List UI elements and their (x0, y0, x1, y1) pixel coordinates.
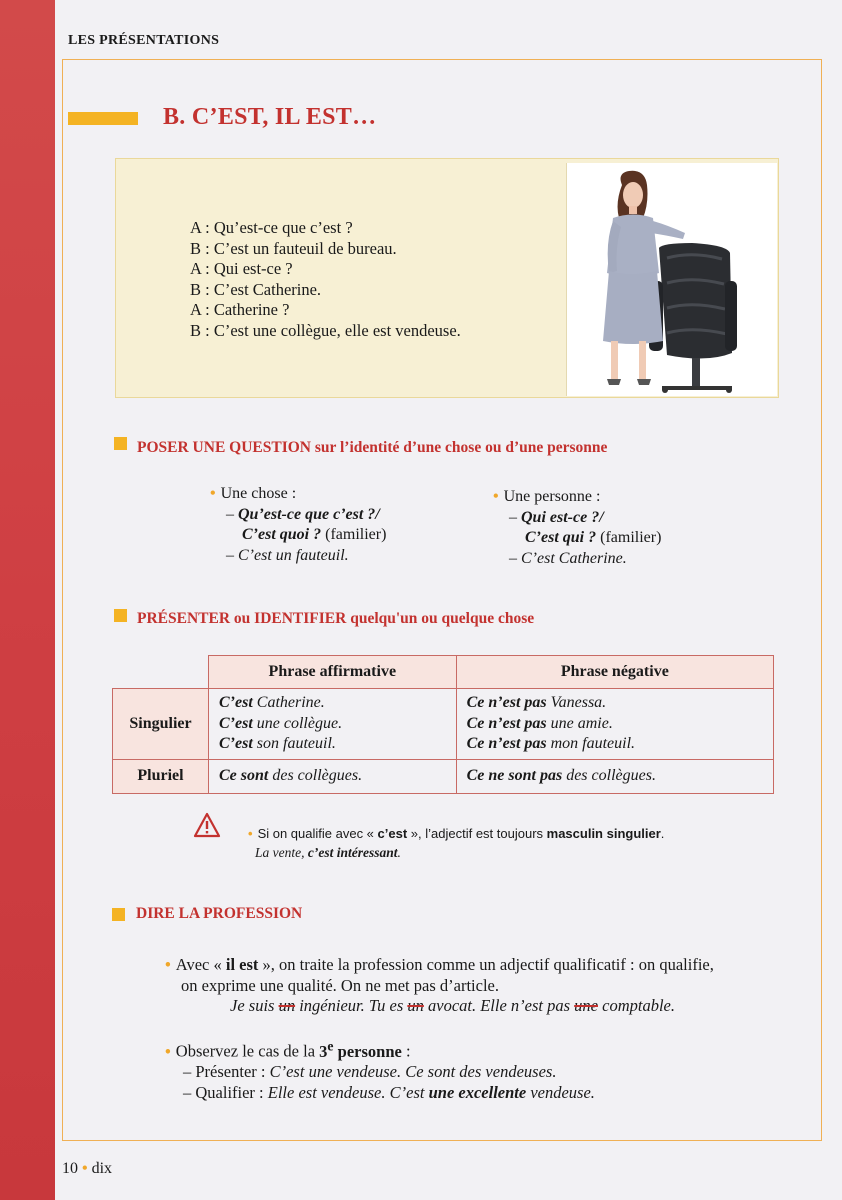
pluriel-negative-cell (456, 759, 773, 793)
section-marker-bar (68, 112, 138, 125)
heading-main-2: IDENTIFIER (254, 610, 347, 627)
page-number-word: dix (91, 1160, 113, 1177)
warning-bold: masculin singulier (546, 826, 661, 841)
struck-article: une (574, 996, 598, 1015)
familier-note: (familier) (321, 526, 387, 543)
superscript: e (327, 1038, 334, 1053)
bold-form: Ce n’est pas (466, 694, 547, 711)
heading-rest: sur l’identité d’une chose ou d’une personne (310, 439, 608, 456)
bold-form: Ce n’est pas (466, 714, 547, 732)
chose-question-1: Qu’est-ce que c’est ?/ (238, 505, 380, 523)
profession-example (165, 996, 714, 1017)
para-bold: 3 (319, 1041, 328, 1061)
pluriel-affirmative-cell (209, 759, 457, 793)
personne-question-2: C’est qui ? (525, 529, 597, 546)
row-header: Singulier (113, 689, 209, 760)
table-row (113, 759, 774, 793)
chose-answer: – C’est un fauteuil. (226, 546, 349, 564)
example-text: Elle est vendeuse. C’est (267, 1082, 429, 1102)
warning-text: Si on qualifie avec « (257, 826, 378, 841)
warning-text: », l’adjectif est toujours (407, 826, 547, 841)
para-text: », on traite la profession comme un adjectif qualificatif : on qualifie, (258, 955, 714, 974)
warning-example: . (397, 845, 401, 860)
example-text: comptable. (598, 996, 675, 1015)
bullet-icon: • (165, 955, 171, 974)
dialogue-line: B : C’est une collègue, elle est vendeuse. (190, 320, 461, 340)
para-bold: personne (333, 1041, 402, 1061)
para-text: on exprime une qualité. On ne met pas d’article. (181, 975, 499, 995)
para-text: – Présenter : (183, 1062, 270, 1081)
example-text: ingénieur. Tu es (295, 996, 408, 1015)
para-text: – Qualifier : (183, 1082, 268, 1102)
personne-answer: – C’est Catherine. (509, 549, 627, 567)
bold-form: Ce n’est pas (466, 735, 547, 752)
section-title: B. C’EST, IL EST… (163, 104, 377, 130)
woman-chair-illustration (567, 163, 777, 396)
example-text: son fauteuil. (252, 735, 336, 752)
chose-question-2: C’est quoi ? (242, 526, 322, 543)
bold-form: Ce sont (219, 766, 269, 784)
bullet-icon: • (210, 485, 216, 502)
warning-text: . (660, 826, 665, 841)
heading-profession: DIRE LA PROFESSION (136, 905, 303, 922)
column-header: Phrase négative (456, 656, 773, 689)
left-color-band (0, 0, 55, 1200)
heading-square (114, 437, 127, 450)
para-text: Observez le cas de la (175, 1041, 320, 1061)
para-bold: il est (225, 955, 259, 974)
warning-triangle-icon (193, 812, 221, 838)
warning-example: La vente, (255, 845, 308, 860)
dialogue (190, 218, 461, 341)
page-number-digits: 10 (62, 1160, 78, 1177)
example-text: une collègue. (252, 714, 343, 732)
heading-presenter (137, 610, 534, 628)
example-text: avocat. Elle n’est pas (423, 996, 575, 1015)
heading-rest: quelqu'un ou quelque chose (346, 610, 535, 627)
question-personne: • Une personne : – Qui est-ce ?/ C’est qui ? (familier) – C’est Catherine. (493, 488, 662, 567)
personne-label: Une personne : (503, 488, 601, 505)
bold-form: Ce ne sont pas (466, 766, 563, 784)
example-bold: une excellente (428, 1082, 527, 1102)
bold-form: C’est (219, 694, 253, 711)
struck-article: un (407, 996, 424, 1015)
para-text: Avec « (175, 955, 226, 974)
singulier-affirmative-cell (209, 689, 457, 760)
table-corner (113, 656, 209, 689)
bullet-icon: • (493, 488, 499, 505)
dialogue-line: B : C’est Catherine. (190, 279, 322, 299)
example-text: des collègues. (562, 766, 656, 784)
grammar-table (112, 655, 774, 794)
singulier-negative-cell (456, 689, 773, 760)
heading-main: POSER UNE QUESTION (137, 439, 311, 456)
example-text: vendeuse. (526, 1082, 595, 1102)
heading-square (112, 908, 125, 921)
table-row (113, 689, 774, 760)
heading-mid: ou (230, 610, 255, 627)
heading-square (114, 609, 127, 622)
example-text: Je suis (230, 996, 279, 1015)
bold-form: C’est (219, 735, 253, 752)
bullet-icon: • (165, 1041, 171, 1061)
familier-note: (familier) (596, 529, 662, 546)
profession-paragraph-2 (165, 1036, 595, 1103)
warning-note (248, 824, 664, 862)
bullet-icon: • (248, 826, 253, 841)
warning-bold: c’est (377, 826, 408, 841)
profession-paragraph-1 (165, 955, 714, 1017)
column-header: Phrase affirmative (209, 656, 457, 689)
row-header: Pluriel (113, 759, 209, 793)
bullet-icon: • (82, 1160, 88, 1177)
photo-woman-with-office-chair (566, 163, 776, 396)
para-text: : (401, 1041, 411, 1061)
dialogue-line: B : C’est un fauteuil de bureau. (190, 238, 397, 258)
heading-poser-question (137, 439, 607, 457)
page-number (62, 1160, 112, 1178)
example-text: une amie. (546, 714, 613, 732)
dialogue-line: A : Qui est-ce ? (190, 259, 293, 278)
warning-example-bold: c’est intéressant (307, 845, 398, 860)
struck-article: un (278, 996, 296, 1015)
example-text: mon fauteuil. (546, 735, 636, 752)
dialogue-line: A : Qu’est-ce que c’est ? (190, 218, 353, 237)
dialogue-line: A : Catherine ? (190, 300, 290, 319)
heading-main: PRÉSENTER (137, 610, 231, 627)
question-chose: • Une chose : – Qu’est-ce que c’est ?/ C’est quoi ? (familier) – C’est un fauteuil. (210, 485, 387, 564)
example-text: C’est une vendeuse. Ce sont des vendeuses. (269, 1062, 557, 1081)
example-text: des collègues. (268, 766, 363, 784)
example-text: Catherine. (252, 694, 325, 711)
running-head: LES PRÉSENTATIONS (68, 33, 220, 48)
personne-question-1: Qui est-ce ?/ (521, 508, 604, 526)
bold-form: C’est (219, 714, 253, 732)
example-text: Vanessa. (546, 694, 607, 711)
chose-label: Une chose : (220, 485, 297, 502)
